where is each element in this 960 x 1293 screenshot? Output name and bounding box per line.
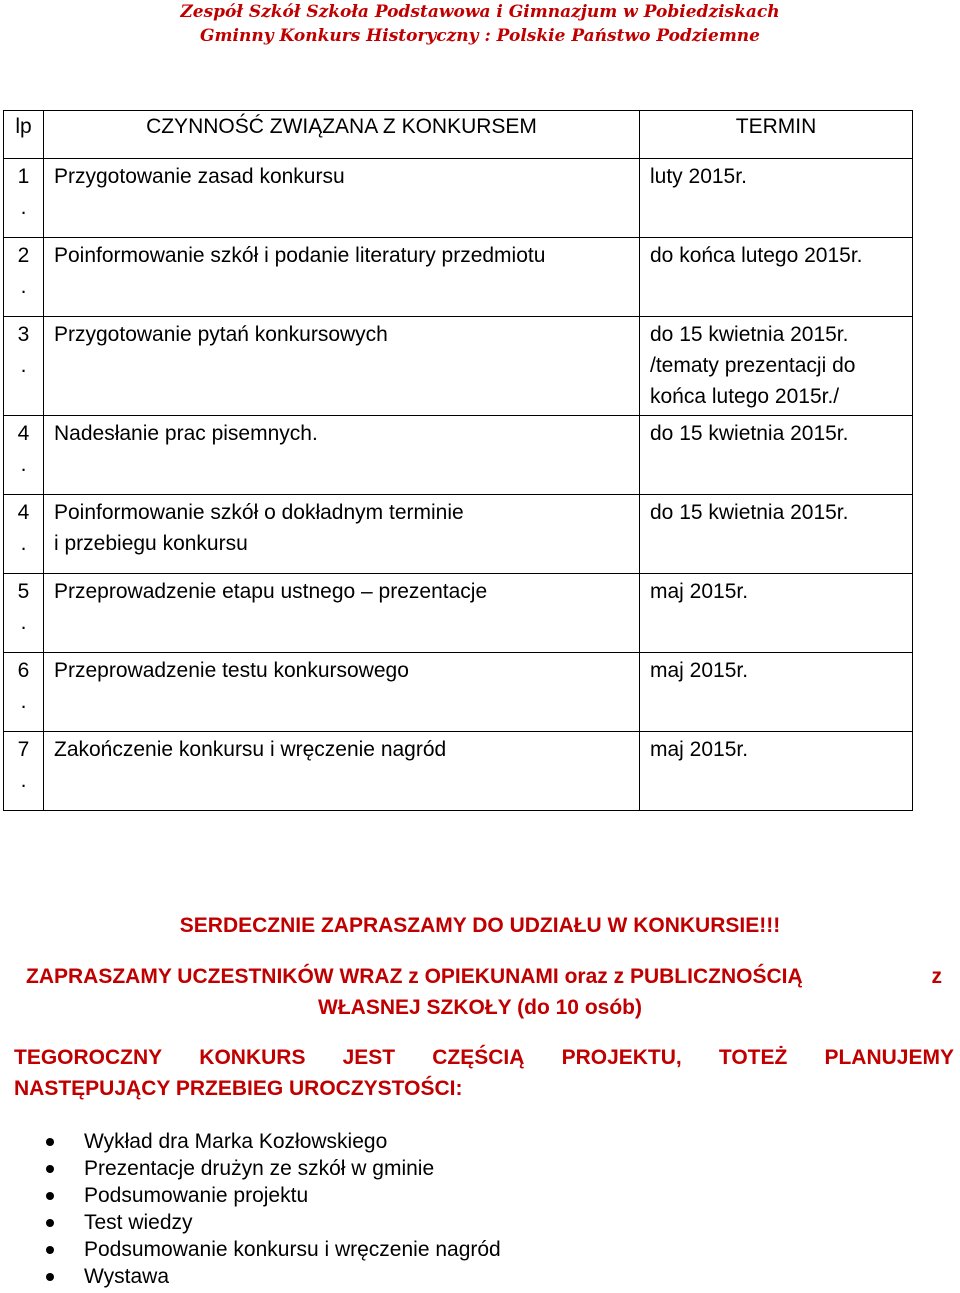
row-number [4, 574, 44, 653]
row-number [4, 416, 44, 495]
header-activity: CZYNNOŚĆ ZWIĄZANA Z KONKURSEM [44, 111, 640, 159]
table-row [4, 159, 913, 238]
row-term [640, 416, 913, 495]
header-lp: lp [4, 111, 44, 159]
table-header-row [4, 111, 913, 159]
row-activity-line: Poinformowanie szkół o dokładnym terminie [54, 501, 464, 524]
row-activity [44, 159, 640, 238]
row-number-dot: . [20, 532, 27, 555]
project-word: TEGOROCZNY [14, 1046, 163, 1069]
row-activity-line: Przeprowadzenie etapu ustnego – prezentacje [54, 580, 488, 603]
row-number-dot: . [20, 196, 27, 219]
row-number-digit: 4 [17, 501, 30, 524]
row-term [640, 574, 913, 653]
table-row [4, 732, 913, 811]
list-item-label: Wykład dra Marka Kozłowskiego [84, 1130, 388, 1153]
list-item [0, 1128, 501, 1155]
table-row [4, 416, 913, 495]
bullet-icon [46, 1273, 54, 1281]
contest-name: Gminny Konkurs Historyczny : Polskie Państwo Podziemne [200, 26, 760, 46]
row-number-digit: 1 [17, 165, 30, 188]
row-number-digit: 7 [17, 738, 30, 761]
invite-line-1-end: z [931, 965, 942, 988]
row-term-line: do końca lutego 2015r. [650, 244, 863, 267]
invite-line-2: WŁASNEJ SZKOŁY (do 10 osób) [318, 996, 642, 1019]
row-number-dot: . [20, 453, 27, 476]
list-item-label: Prezentacje drużyn ze szkół w gminie [84, 1157, 435, 1180]
row-term-line: maj 2015r. [650, 659, 749, 682]
row-activity [44, 238, 640, 317]
table-row [4, 653, 913, 732]
row-number-digit: 3 [17, 323, 30, 346]
bullet-icon [46, 1165, 54, 1173]
row-activity-line: Poinformowanie szkół i podanie literatury przedmiotu [54, 244, 546, 267]
list-item [0, 1182, 501, 1209]
row-term [640, 653, 913, 732]
row-activity-line: i przebiegu konkursu [54, 532, 248, 555]
row-term [640, 495, 913, 574]
row-number-digit: 6 [17, 659, 30, 682]
row-number [4, 238, 44, 317]
invite-line-1-main: ZAPRASZAMY UCZESTNIKÓW WRAZ z OPIEKUNAMI oraz z PUBLICZNOŚCIĄ [26, 965, 803, 988]
project-word: PROJEKTU, [561, 1046, 682, 1069]
project-word: TOTEŻ [718, 1046, 788, 1069]
row-activity [44, 495, 640, 574]
row-number-dot: . [20, 611, 27, 634]
table-row [4, 317, 913, 416]
row-activity [44, 416, 640, 495]
row-activity [44, 317, 640, 416]
row-term-line: do 15 kwietnia 2015r. [650, 422, 849, 445]
row-activity-line: Przeprowadzenie testu konkursowego [54, 659, 409, 682]
row-term-line: do 15 kwietnia 2015r. [650, 501, 849, 524]
list-item [0, 1236, 501, 1263]
school-name: Zespół Szkół Szkoła Podstawowa i Gimnazjum w Pobiedziskach [180, 2, 780, 22]
row-number-dot: . [20, 275, 27, 298]
list-item-label: Podsumowanie konkursu i wręczenie nagród [84, 1238, 501, 1261]
row-number [4, 317, 44, 416]
row-term-line: /tematy prezentacji do [650, 354, 856, 377]
table-row [4, 574, 913, 653]
row-number-digit: 4 [17, 422, 30, 445]
header-term: TERMIN [640, 111, 913, 159]
project-word: JEST [342, 1046, 396, 1069]
row-number-dot: . [20, 769, 27, 792]
row-term [640, 317, 913, 416]
project-word: KONKURS [199, 1046, 306, 1069]
list-item-label: Test wiedzy [84, 1211, 193, 1234]
row-number [4, 159, 44, 238]
row-activity-line: Zakończenie konkursu i wręczenie nagród [54, 738, 447, 761]
bullet-icon [46, 1246, 54, 1254]
invite-line-1 [26, 965, 942, 989]
program-list [0, 1128, 501, 1290]
row-activity-line: Przygotowanie pytań konkursowych [54, 323, 388, 346]
row-term-line: maj 2015r. [650, 580, 749, 603]
row-term [640, 732, 913, 811]
row-number-dot: . [20, 690, 27, 713]
row-number-digit: 5 [17, 580, 30, 603]
row-term-line: końca lutego 2015r./ [650, 385, 840, 408]
row-number [4, 653, 44, 732]
row-term-line: do 15 kwietnia 2015r. [650, 323, 849, 346]
row-activity [44, 653, 640, 732]
row-term [640, 159, 913, 238]
row-activity [44, 732, 640, 811]
row-term [640, 238, 913, 317]
table-row [4, 495, 913, 574]
bullet-icon [46, 1138, 54, 1146]
list-item [0, 1263, 501, 1290]
project-line-2: NASTĘPUJĄCY PRZEBIEG UROCZYSTOŚCI: [14, 1077, 463, 1100]
bullet-icon [46, 1219, 54, 1227]
list-item-label: Podsumowanie projektu [84, 1184, 309, 1207]
bullet-icon [46, 1192, 54, 1200]
row-activity-line: Nadesłanie prac pisemnych. [54, 422, 318, 445]
row-number-dot: . [20, 354, 27, 377]
row-number [4, 732, 44, 811]
project-word: CZĘŚCIĄ [432, 1046, 525, 1069]
invite-heading: SERDECZNIE ZAPRASZAMY DO UDZIAŁU W KONKURSIE!!! [179, 914, 781, 937]
table-row [4, 238, 913, 317]
schedule-table [3, 110, 913, 811]
row-activity [44, 574, 640, 653]
project-word: PLANUJEMY [824, 1046, 954, 1069]
row-term-line: maj 2015r. [650, 738, 749, 761]
row-term-line: luty 2015r. [650, 165, 747, 188]
row-number-digit: 2 [17, 244, 30, 267]
list-item-label: Wystawa [84, 1265, 169, 1288]
project-line-1 [14, 1046, 954, 1070]
list-item [0, 1209, 501, 1236]
list-item [0, 1155, 501, 1182]
row-activity-line: Przygotowanie zasad konkursu [54, 165, 345, 188]
row-number [4, 495, 44, 574]
